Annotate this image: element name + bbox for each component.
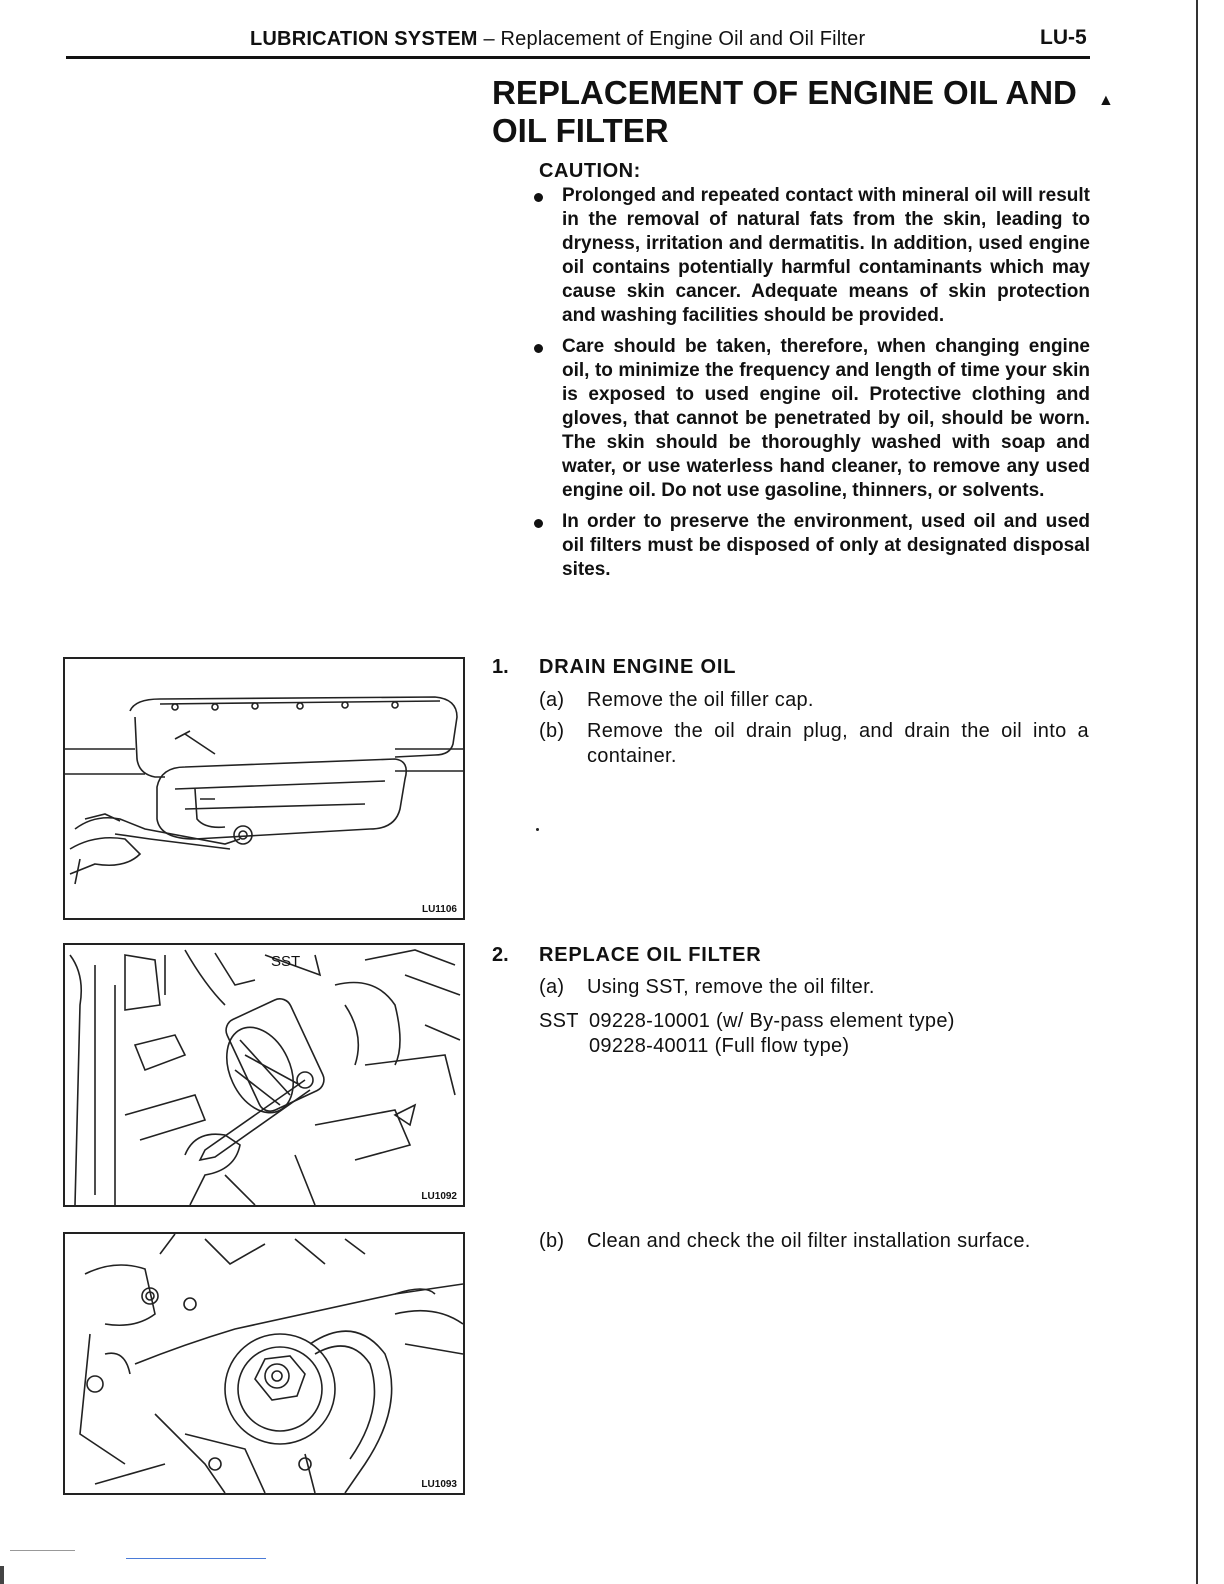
page-title-line2: OIL FILTER (492, 112, 669, 149)
step-2a-text: Using SST, remove the oil filter. (587, 976, 875, 998)
sst-label: SST (539, 1010, 579, 1032)
step-1b (539, 719, 1089, 769)
header-section: LUBRICATION SYSTEM (250, 28, 478, 50)
header-rule (66, 56, 1090, 59)
caution-list (534, 184, 1090, 589)
bullet-icon (534, 519, 543, 528)
caution-bullet-text: Prolonged and repeated contact with mineral oil will result in the removal of natural fats from the skin, leading to dryness, irritation and dermatitis. In addition, used engine oil contains potentially harmful contaminants which may cause skin cancer. Adequate means of skin protection and washing facilities should be provided. (562, 185, 1090, 326)
caution-bullet (534, 335, 1090, 503)
installation-surface-illustration (65, 1234, 463, 1493)
step-2-number: 2. (492, 944, 509, 966)
step-2b-text: Clean and check the oil filter installation surface. (587, 1230, 1031, 1252)
step-1-title: DRAIN ENGINE OIL (539, 656, 737, 678)
caution-bullet-text: In order to preserve the environment, used oil and used oil filters must be disposed of only at designated disposal sites. (562, 511, 1090, 580)
step-2b-label: (b) (539, 1230, 565, 1252)
decorative-arrow-mark: ▲ (1098, 92, 1114, 109)
step-1-number: 1. (492, 656, 509, 678)
caution-bullet-text: Care should be taken, therefore, when changing engine oil, to minimize the frequency and length of time your skin is exposed to used engine oil. Protective clothing and gloves, that cannot be penetrated by oil, should be worn. The skin should be thoroughly washed with soap and water, or use waterless hand cleaner, to remove any used engine oil. Do not use gasoline, thinners, or solvents. (562, 336, 1090, 501)
step-1a-label: (a) (539, 689, 565, 711)
sst-line-2: 09228-40011 (Full flow type) (589, 1035, 850, 1057)
figure-remove-filter (63, 943, 465, 1207)
header-subtitle: Replacement of Engine Oil and Oil Filter (500, 28, 866, 50)
step-2b (539, 1229, 1089, 1254)
sst-callout: SST (271, 953, 301, 970)
sst-block (539, 1009, 1089, 1059)
bullet-icon (534, 193, 543, 202)
caution-bullet (534, 510, 1090, 582)
figure-drain-plug (63, 657, 465, 920)
page-number: LU-5 (1040, 26, 1087, 49)
scan-speck (536, 828, 539, 831)
step-1b-text: Remove the oil drain plug, and drain the oil into a container. (587, 720, 1089, 767)
scan-mark (0, 1566, 4, 1584)
filter-removal-illustration (65, 945, 463, 1205)
sst-line-1: 09228-10001 (w/ By-pass element type) (589, 1010, 955, 1032)
step-2a-label: (a) (539, 976, 565, 998)
oil-pan-illustration (65, 659, 463, 918)
page-title (492, 74, 1092, 150)
page-title-line1: REPLACEMENT OF ENGINE OIL AND (492, 74, 1077, 111)
figure-code: LU1093 (421, 1479, 457, 1490)
caution-bullet (534, 184, 1090, 328)
right-margin-rule (1196, 0, 1198, 1584)
figure-code: LU1092 (421, 1191, 457, 1202)
figure-code: LU1106 (421, 904, 457, 915)
scan-mark (126, 1558, 266, 1559)
header-dash: – (477, 28, 501, 50)
figure-installation-surface (63, 1232, 465, 1495)
step-2-title: REPLACE OIL FILTER (539, 944, 762, 966)
step-1b-label: (b) (539, 720, 565, 742)
step-2a (539, 975, 1089, 1000)
caution-label: CAUTION: (539, 160, 641, 182)
running-header (250, 28, 865, 51)
step-1a (539, 688, 1089, 713)
bullet-icon (534, 344, 543, 353)
step-1a-text: Remove the oil filler cap. (587, 689, 814, 711)
scan-mark (10, 1550, 75, 1551)
